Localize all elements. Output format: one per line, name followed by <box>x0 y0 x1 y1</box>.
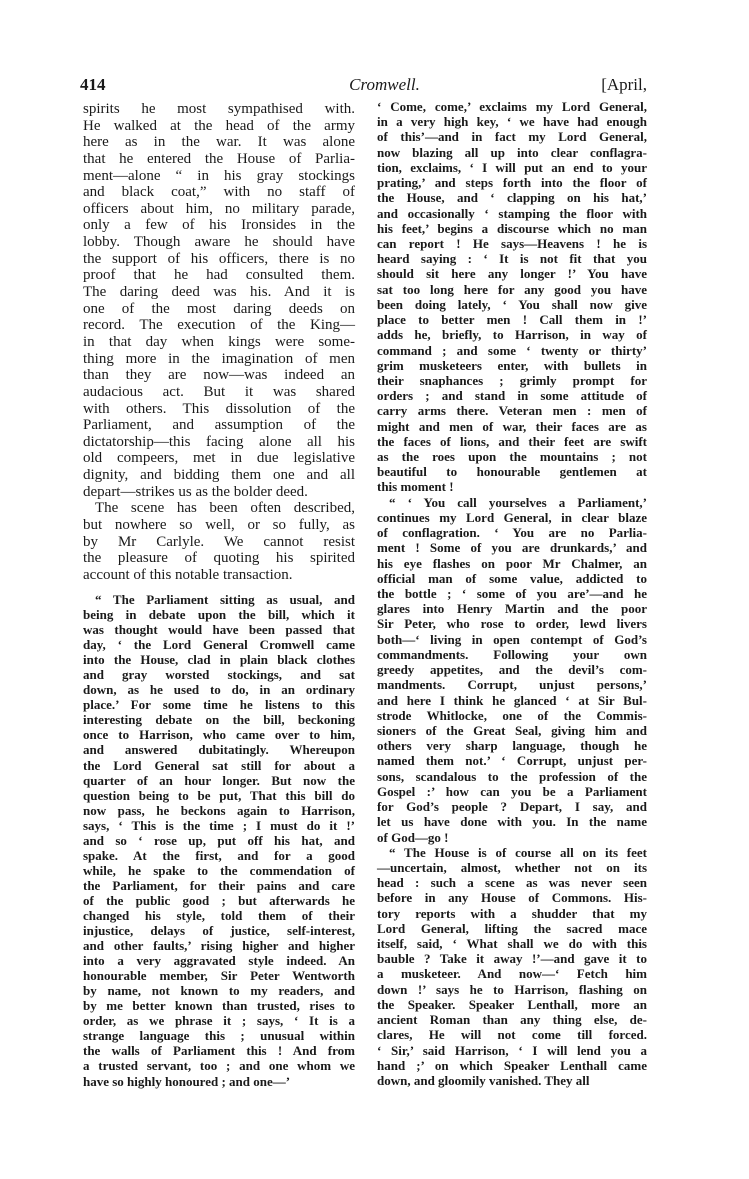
text-line: honourable member, Sir Peter Wentworth <box>83 968 355 984</box>
right-column <box>377 99 647 1088</box>
text-line: “ ‘ You call yourselves a Parliament,’ <box>389 494 647 510</box>
text-line: the walls of Parliament this ! And from <box>83 1043 355 1059</box>
text-line: sioners of the Great Seal, giving him and <box>377 722 647 738</box>
text-line: now pass, he beckons again to Harrison, <box>83 802 355 818</box>
text-line: the Speaker. Speaker Lenthall, more an <box>377 996 647 1012</box>
text-line: continues my Lord General, in clear blaze <box>377 509 647 525</box>
text-line: sons, scandalous to the profession of the <box>377 768 647 784</box>
text-line: and gray worsted stockings, and sat <box>83 667 355 683</box>
text-line: place.’ For some time he listens to this <box>83 697 355 713</box>
text-line: itself, said, ‘ What shall we do with this <box>377 936 647 952</box>
text-line: Sir Peter, who rose to order, lewd livers <box>377 616 647 632</box>
text-line: greedy appetites, and the devil’s com- <box>377 662 647 678</box>
text-line: changed his style, told them of their <box>83 907 355 923</box>
text-line: was thought would have been passed that <box>83 622 355 638</box>
text-line: a trusted servant, too ; and one whom we <box>83 1058 355 1074</box>
text-line: tion, exclaims, ‘ I will put an end to your <box>377 159 647 175</box>
text-line: into a very aggravated style indeed. An <box>83 953 355 969</box>
text-line: but nowhere so well, or so fully, as <box>83 517 355 534</box>
text-line: dignity, and bidding them one and all <box>83 467 355 484</box>
text-line: lobby. Though aware he should have <box>83 234 355 251</box>
text-line: place to better men ! Call them in !’ <box>377 312 647 328</box>
text-line: of God—go ! <box>377 829 449 845</box>
text-line: official man of some value, addicted to <box>377 570 647 586</box>
running-title: Cromwell. <box>349 75 420 94</box>
text-line: both—‘ living in open contempt of God’s <box>377 631 647 647</box>
text-line: heard saying : ‘ It is not fit that you <box>377 251 647 267</box>
text-line: and other faults,’ rising higher and higher <box>83 938 355 954</box>
text-line: officers about him, no military parade, <box>83 200 355 217</box>
text-line: their snaphances ; grimly prompt for <box>377 372 647 388</box>
left-column-intro <box>83 101 355 584</box>
text-line: only a few of his Ironsides in the <box>83 217 355 234</box>
text-line: head : such a scene as was never seen <box>377 875 647 891</box>
text-line: order, as we phrase it ; says, ‘ It is a <box>83 1013 355 1029</box>
text-line: and so ‘ rose up, put off his hat, and <box>83 832 355 848</box>
text-line: by Mr Carlyle. We cannot resist <box>83 533 355 550</box>
text-line: named them not.’ ‘ Corrupt, unjust per- <box>377 753 647 769</box>
text-line: mandments. Corrupt, unjust persons,’ <box>377 677 647 693</box>
text-line: ancient Roman than any thing else, de- <box>377 1012 647 1028</box>
text-line: the pleasure of quoting his spirited <box>83 550 355 567</box>
text-line: says, ‘ This is the time ; I must do it !’ <box>83 817 355 833</box>
text-line: might and men of war, their faces are as <box>377 418 647 434</box>
text-line: strode Whitlocke, one of the Commis- <box>377 707 647 723</box>
text-line: ‘ Come, come,’ exclaims my Lord General, <box>377 99 647 114</box>
text-line: account of this notable transaction. <box>83 566 293 583</box>
text-line: have so highly honoured ; and one—’ <box>83 1073 291 1089</box>
left-column-quote <box>83 592 355 1089</box>
text-line: clares, He will not come till forced. <box>377 1027 647 1043</box>
text-line: this moment ! <box>377 479 454 495</box>
text-line: depart—strikes us as the bolder deed. <box>83 483 308 500</box>
text-line: command ; and some ‘ twenty or thirty’ <box>377 342 647 358</box>
text-line: the Parliament, for their pains and care <box>83 877 355 893</box>
text-line: down, as he used to do, in an ordinary <box>83 682 355 698</box>
text-line: sat too long here for any good you have <box>377 281 647 297</box>
text-line: while, he spake to the commendation of <box>83 862 355 878</box>
text-line: of the public good ; but afterwards he <box>83 892 355 908</box>
text-line: injustice, delays of justice, self-interest, <box>83 923 355 939</box>
text-line: the bottle ; ‘ some of you are’—and he <box>377 586 647 601</box>
text-line: day, ‘ the Lord General Cromwell came <box>83 637 355 653</box>
text-line: spirits he most sympathised with. <box>83 101 355 117</box>
text-line: down !’ says he to Harrison, flashing on <box>377 981 647 997</box>
text-line: can report ! He says—Heavens ! he is <box>377 235 647 251</box>
text-line: into the House, clad in plain black clothes <box>83 652 355 668</box>
text-line: interesting debate on the bill, beckoning <box>83 712 355 728</box>
text-line: the House, and ‘ clapping on his hat,’ <box>377 190 647 206</box>
text-line: by me better known than trusted, rises to <box>83 998 355 1014</box>
text-line: ‘ Sir,’ said Harrison, ‘ I will lend you a <box>377 1042 647 1058</box>
text-line: down, and gloomily vanished. They all <box>377 1073 590 1088</box>
text-line: carry arms there. Veteran men : men of <box>377 403 647 419</box>
text-line: a musketeer. And now—‘ Fetch him <box>377 966 647 982</box>
text-line: for God’s people ? Depart, I say, and <box>377 799 647 815</box>
text-line: his feet,’ begins a discourse which no man <box>377 220 647 236</box>
text-line: once to Harrison, who came over to him, <box>83 727 355 743</box>
text-line: prating,’ and steps forth into the floor of <box>377 175 647 191</box>
text-line: now blazing all up into clear conflagra- <box>377 144 647 160</box>
text-line: “ The House is of course all on its feet <box>389 844 647 860</box>
text-line: quarter of an hour longer. But now the <box>83 772 355 788</box>
text-line: been doing lately, ‘ You shall now give <box>377 296 647 312</box>
text-line: as the roes upon the mountains ; not <box>377 449 647 465</box>
text-line: Gospel :’ how can you be a Parliament <box>377 783 647 799</box>
text-line: than they are now—was indeed an <box>83 367 355 384</box>
text-line: with others. This dissolution of the <box>83 400 355 417</box>
text-line: dictatorship—this facing alone all his <box>83 433 355 450</box>
text-line: Lord General, lifting the sacred mace <box>377 920 647 936</box>
page-number: 414 <box>80 75 106 94</box>
text-line: —uncertain, almost, whether not on its <box>377 859 647 875</box>
text-line: and black coat,” with no staff of <box>83 184 355 201</box>
text-line: in that day when kings were some- <box>83 333 355 350</box>
text-line: proof that he had consulted them. <box>83 267 355 284</box>
text-line: old compeers, met in due legislative <box>83 450 355 467</box>
text-line: here as in the war. It was alone <box>83 134 355 151</box>
text-line: strange language this ; unusual within <box>83 1028 355 1044</box>
text-line: spake. At the first, and for a good <box>83 847 355 863</box>
text-line: and answered dubitatingly. Whereupon <box>83 742 355 758</box>
text-line: bauble ? Take it away !’—and gave it to <box>377 951 647 967</box>
text-line: commandments. Following your own <box>377 646 647 662</box>
text-line: grim musketeers enter, with bullets in <box>377 357 647 373</box>
text-line: audacious act. But it was shared <box>83 383 355 400</box>
text-line: others very sharp language, though he <box>377 738 647 754</box>
text-line: thing more in the imagination of men <box>83 350 355 367</box>
text-line: the Lord General sat still for about a <box>83 757 355 773</box>
text-line: “ The Parliament sitting as usual, and <box>95 592 355 607</box>
text-line: He walked at the head of the army <box>83 117 355 134</box>
text-line: should sit here any longer !’ You have <box>377 266 647 282</box>
text-line: of this’—and in fact my Lord General, <box>377 129 647 145</box>
text-line: by name, not known to my readers, and <box>83 983 355 999</box>
text-line: hand ;’ on which Speaker Lenthall came <box>377 1057 647 1073</box>
text-line: before in any House of Commons. His- <box>377 890 647 906</box>
text-line: The scene has been often described, <box>95 500 355 517</box>
text-line: the support of his officers, there is no <box>83 250 355 267</box>
text-line: being in debate upon the bill, which it <box>83 607 355 623</box>
text-line: tory reports with a shudder that my <box>377 905 647 921</box>
text-line: his eye flashes on poor Mr Chalmer, an <box>377 555 647 571</box>
text-line: and here I think he glanced ‘ at Sir Bul- <box>377 692 647 708</box>
text-line: ment—alone “ in his gray stockings <box>83 167 355 184</box>
text-line: glares into Henry Martin and the poor <box>377 601 647 617</box>
text-line: Parliament, and assumption of the <box>83 417 355 434</box>
text-line: ment ! Some of you are drunkards,’ and <box>377 540 647 556</box>
text-line: The daring deed was his. And it is <box>83 284 355 301</box>
text-line: let us have done with you. In the name <box>377 814 647 830</box>
text-line: one of the most daring deeds on <box>83 300 355 317</box>
text-line: beautiful to honourable gentlemen at <box>377 464 647 480</box>
text-line: adds he, briefly, to Harrison, in way of <box>377 327 647 343</box>
text-line: and occasionally ‘ stamping the floor with <box>377 205 647 221</box>
text-line: of conflagration. ‘ You are no Parlia- <box>377 525 647 541</box>
text-line: that he entered the House of Parlia- <box>83 150 355 167</box>
text-line: record. The execution of the King— <box>83 317 355 334</box>
text-line: orders ; and stand in some attitude of <box>377 388 647 404</box>
text-line: in a very high key, ‘ we have had enough <box>377 114 647 130</box>
text-line: the faces of lions, and their feet are swift <box>377 433 647 449</box>
running-date: [April, <box>601 75 647 94</box>
text-line: question being to be put, That this bill do <box>83 787 355 803</box>
